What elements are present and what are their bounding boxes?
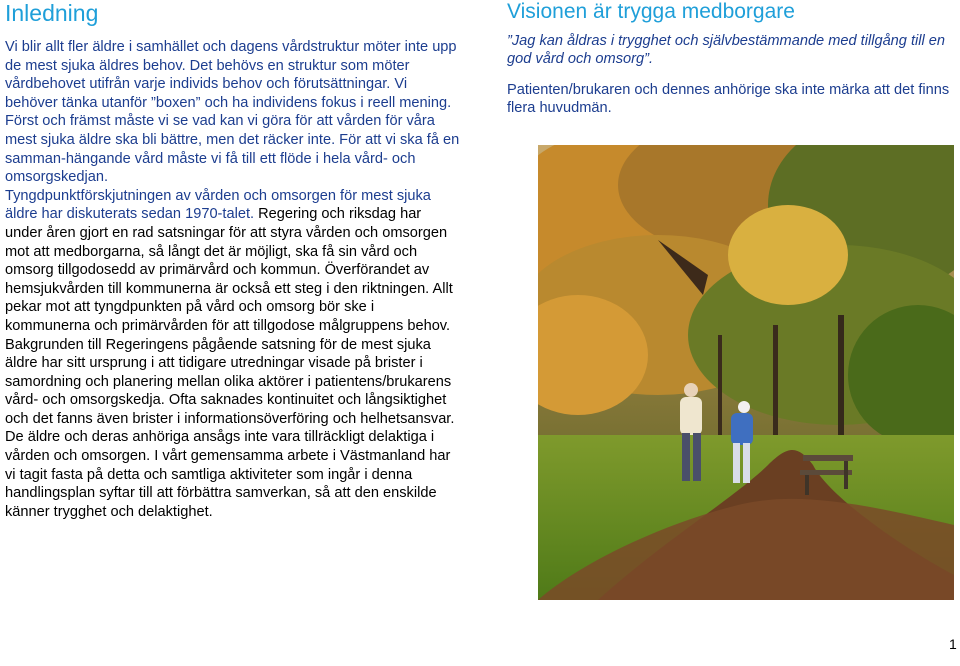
intro-text-blue: Vi blir allt fler äldre i samhället och dagens vårdstruktur möter inte upp de mest sjuka äldres behov. Det behövs en struktur som möter vårdbehovet utifrån varje individs behov och förutsättningar. Vi behöver tänka utanför ”boxen” och ha individens fokus i reell mening. Först och främst måste vi se vad kan vi göra för att vården för våra mest sjuka äldre ska bli bättre, men det räcker inte. För att vi ska få en samman-hängande vård måste vi få till ett flöde i hela vård- och omsorgskedjan.: [5, 39, 460, 186]
section-heading-vision: Visionen är trygga medborgare: [507, 0, 795, 23]
autumn-path-photo: [538, 145, 954, 600]
section-heading-inledning: Inledning: [5, 0, 99, 26]
vision-paragraph: Patienten/brukaren och dennes anhörige ska inte märka att det finns flera huvudmän.: [507, 81, 950, 117]
right-column: [507, 0, 955, 118]
intro-paragraph: [5, 38, 460, 187]
background-text-blue: Tyngdpunktförskjutningen av vården och omsorgen för mest sjuka äldre har diskuterats sedan 1970-talet.: [5, 187, 431, 223]
elderly-couple-walking-image: [538, 145, 954, 600]
vision-quote: ”Jag kan åldras i trygghet och självbestämmande med tillgång till en god vård och omsorg”.: [507, 33, 946, 68]
background-text-black: Regering och riksdag har under åren gjort en rad satsningar för att styra vården och omsorgen mot att medborgarna, så långt det är möjligt, ska få sin vård och omsorg tillgodosedd av primärvård och kommun. Överförandet av hemsjukvården till kommunerna är också ett steg i den riktningen. Allt pekar mot att tyngdpunkten på vård och omsorg bör ske i kommunerna och primärvården för att tillgodose målgruppens behov. Bakgrunden till Regeringens pågående satsning för de mest sjuka äldre har sitt ursprung i att tidigare utredningar visade på brister i samordning och planering mellan olika aktörer i patientens/brukarens vård- och omsorgskedja. Ofta saknades kontinuitet och långsiktighet och det fanns även brister i informationsöverföring och helhetsansvar. De äldre och deras anhöriga ansågs inte vara tillräckligt delaktiga i vården och omsorgen. I vårt gemensamma arbete i Västmanland har vi tagit fasta på detta och samtliga aktiviteter som ingår i denna handlingsplan syftar till att förbättra samverkan, så att den enskilde känner trygghet och delaktighet.: [5, 206, 455, 520]
background-paragraph: [5, 187, 460, 522]
left-column: [5, 0, 460, 521]
page-number: 1: [949, 636, 957, 652]
